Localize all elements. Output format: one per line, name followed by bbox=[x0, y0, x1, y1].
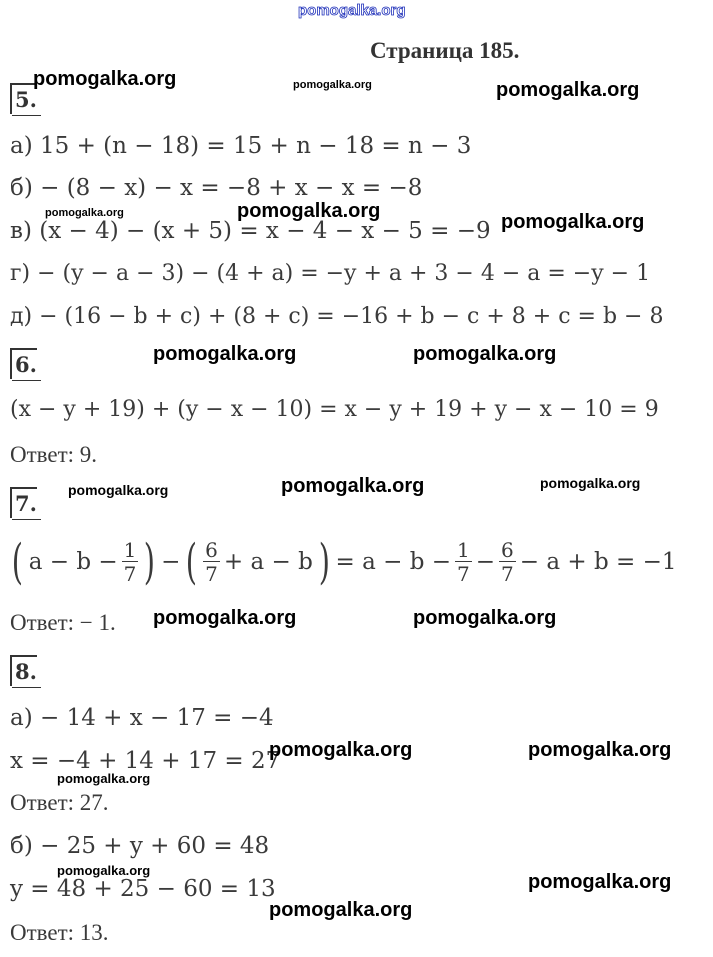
paren-close: ) bbox=[318, 534, 330, 590]
watermark: pomogalka.org bbox=[57, 863, 151, 878]
watermark: pomogalka.org bbox=[496, 79, 640, 101]
numerator: 6 bbox=[501, 537, 514, 562]
task5-line-d: д) − (16 − b + c) + (8 + c) = −16 + b − c + 8 + c = b − 8 bbox=[10, 304, 664, 329]
task5-line-g: г) − (y − a − 3) − (4 + a) = −y + a + 3 − 4 − a = −y − 1 bbox=[10, 261, 651, 286]
watermark: pomogalka.org bbox=[293, 79, 372, 91]
task7-answer: Ответ: − 1. bbox=[10, 610, 116, 635]
fraction bbox=[203, 539, 220, 586]
watermark: pomogalka.org bbox=[45, 207, 124, 219]
watermark: pomogalka.org bbox=[281, 475, 425, 497]
task-number-5: 5. bbox=[10, 83, 37, 114]
watermark: pomogalka.org bbox=[68, 482, 169, 498]
denominator: 7 bbox=[457, 561, 470, 586]
watermark: pomogalka.org bbox=[413, 607, 557, 629]
watermark: pomogalka.org bbox=[153, 343, 297, 365]
watermark: pomogalka.org bbox=[269, 739, 413, 761]
expr-part: − a + b = −1 bbox=[519, 549, 677, 575]
watermark: pomogalka.org bbox=[501, 211, 645, 233]
fraction bbox=[122, 539, 139, 586]
expr-part: = a − b − bbox=[335, 549, 452, 575]
task-number-6: 6. bbox=[10, 348, 37, 379]
watermark: pomogalka.org bbox=[413, 343, 557, 365]
task8-line-a: а) − 14 + x − 17 = −4 bbox=[10, 705, 274, 731]
watermark: pomogalka.org bbox=[528, 871, 672, 893]
task5-line-a: а) 15 + (n − 18) = 15 + n − 18 = n − 3 bbox=[10, 133, 472, 159]
task8-answer-a: Ответ: 27. bbox=[10, 790, 109, 815]
watermark: pomogalka.org bbox=[153, 607, 297, 629]
paren-close: ) bbox=[144, 534, 156, 590]
task7-expression bbox=[8, 534, 679, 590]
task-number-8: 8. bbox=[10, 655, 37, 686]
watermark: pomogalka.org bbox=[237, 200, 381, 222]
task5-line-v: в) (x − 4) − (x + 5) = x − 4 − x − 5 = −9 bbox=[10, 218, 491, 244]
task8-line-b: б) − 25 + y + 60 = 48 bbox=[10, 833, 270, 859]
task-number-7: 7. bbox=[10, 487, 37, 518]
denominator: 7 bbox=[501, 561, 514, 586]
numerator: 1 bbox=[457, 537, 470, 562]
fraction bbox=[455, 539, 472, 586]
task6-line: (x − y + 19) + (y − x − 10) = x − y + 19 + y − x − 10 = 9 bbox=[10, 397, 659, 422]
expr-part: − bbox=[475, 549, 496, 575]
watermark: pomogalka.org bbox=[540, 475, 641, 491]
task6-answer: Ответ: 9. bbox=[10, 442, 98, 467]
fraction bbox=[499, 539, 516, 586]
site-top-watermark: pomogalka.org bbox=[298, 2, 406, 19]
paren-open: ( bbox=[11, 534, 23, 590]
denominator: 7 bbox=[205, 561, 218, 586]
watermark: pomogalka.org bbox=[33, 68, 177, 90]
watermark: pomogalka.org bbox=[528, 739, 672, 761]
expr-part: + a − b bbox=[223, 549, 313, 575]
paren-open: ( bbox=[186, 534, 198, 590]
numerator: 6 bbox=[205, 537, 218, 562]
watermark: pomogalka.org bbox=[57, 771, 151, 786]
expr-part: a − b − bbox=[28, 549, 118, 575]
task8-answer-b: Ответ: 13. bbox=[10, 920, 109, 945]
numerator: 1 bbox=[123, 537, 137, 562]
page-title: Страница 185. bbox=[370, 38, 520, 63]
task5-line-b: б) − (8 − x) − x = −8 + x − x = −8 bbox=[10, 175, 423, 201]
task8-line-b-solution: y = 48 + 25 − 60 = 13 bbox=[10, 876, 276, 902]
denominator: 7 bbox=[123, 561, 137, 586]
expr-part: − bbox=[161, 549, 181, 575]
watermark: pomogalka.org bbox=[269, 899, 413, 921]
task8-line-a-solution: x = −4 + 14 + 17 = 27 bbox=[10, 748, 281, 774]
